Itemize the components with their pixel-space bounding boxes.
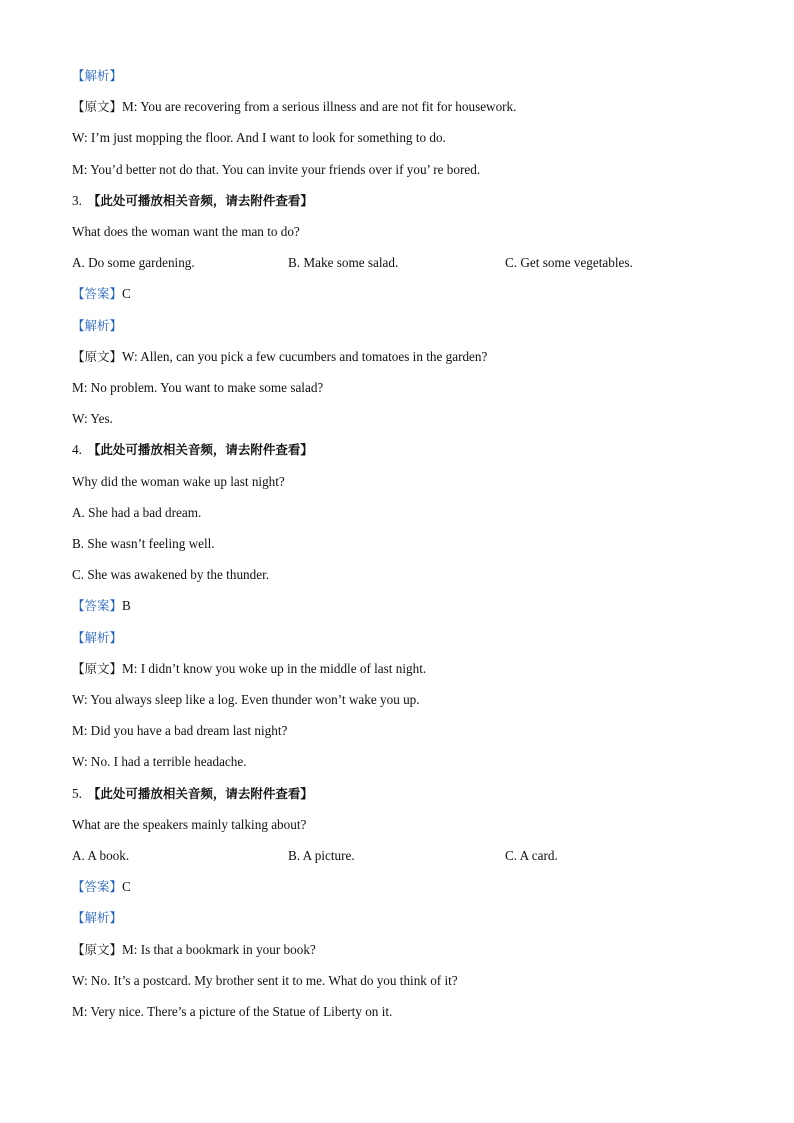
transcript-text: M: Is that a bookmark in your book? (122, 942, 316, 957)
answer-value: C (122, 286, 131, 301)
text-line (72, 411, 113, 427)
text-line: W: No. I had a terrible headache. (72, 754, 247, 769)
audio-note: 【此处可播放相关音频，请去附件查看】 (87, 193, 313, 208)
text-line: Why did the woman wake up last night? (72, 474, 285, 489)
answer-value: C (122, 879, 131, 894)
answer-label: 【答案】 (72, 598, 123, 613)
text-line (72, 723, 287, 739)
text-line (72, 692, 420, 708)
transcript-label: 【原文】 (72, 942, 123, 957)
analysis-label: 【解析】 (72, 318, 123, 333)
jiexi-line (72, 910, 122, 926)
audio-note: 【此处可播放相关音频，请去附件查看】 (87, 786, 313, 801)
answer-line (72, 879, 131, 895)
option-a: A. Do some gardening. (72, 255, 195, 270)
text-line (72, 162, 480, 178)
analysis-label: 【解析】 (72, 910, 123, 925)
question-number: 4. (72, 442, 82, 457)
text-line: What are the speakers mainly talking about? (72, 817, 307, 832)
text-line: W: I’m just mopping the floor. And I want to look for something to do. (72, 130, 446, 145)
analysis-label: 【解析】 (72, 68, 123, 83)
text-line (72, 224, 300, 240)
option-c: C. A card. (505, 848, 558, 863)
text-line (72, 130, 446, 146)
answer-label: 【答案】 (72, 879, 123, 894)
answer-value: B (122, 598, 131, 613)
yuanwen-line (72, 349, 487, 365)
question-number: 3. (72, 193, 82, 208)
text-line: W: You always sleep like a log. Even thunder won’t wake you up. (72, 692, 420, 707)
text-line: W: No. It’s a postcard. My brother sent it to me. What do you think of it? (72, 973, 458, 988)
option-b: B. A picture. (288, 848, 355, 863)
question-number: 5. (72, 786, 82, 801)
answer-line (72, 286, 131, 302)
text-line (72, 380, 323, 396)
transcript-label: 【原文】 (72, 99, 123, 114)
jiexi-line (72, 630, 122, 646)
transcript-label: 【原文】 (72, 661, 123, 676)
text-line: What does the woman want the man to do? (72, 224, 300, 239)
audio-line (72, 442, 313, 458)
text-line: C. She was awakened by the thunder. (72, 567, 270, 582)
analysis-label: 【解析】 (72, 630, 123, 645)
jiexi-line (72, 318, 122, 334)
transcript-text: M: You are recovering from a serious illness and are not fit for housework. (122, 99, 517, 114)
text-line: B. She wasn’t feeling well. (72, 536, 215, 551)
option-b: B. Make some salad. (288, 255, 399, 270)
transcript-text: W: Allen, can you pick a few cucumbers and tomatoes in the garden? (122, 349, 488, 364)
text-line (72, 1004, 392, 1020)
yuanwen-line (72, 942, 316, 958)
text-line: A. She had a bad dream. (72, 505, 202, 520)
jiexi-line (72, 68, 122, 84)
text-line: W: Yes. (72, 411, 113, 426)
option-c: C. Get some vegetables. (505, 255, 633, 270)
audio-note: 【此处可播放相关音频，请去附件查看】 (87, 442, 313, 457)
yuanwen-line (72, 99, 516, 115)
transcript-label: 【原文】 (72, 349, 123, 364)
answer-line (72, 598, 131, 614)
option-a: A. A book. (72, 848, 130, 863)
text-line (72, 817, 306, 833)
text-line (72, 567, 269, 583)
text-line (72, 505, 201, 521)
text-line (72, 536, 215, 552)
text-line (72, 754, 247, 770)
audio-line (72, 193, 313, 209)
text-line: M: Did you have a bad dream last night? (72, 723, 288, 738)
text-line: M: You’d better not do that. You can invite your friends over if you’ re bored. (72, 162, 481, 177)
yuanwen-line (72, 661, 426, 677)
text-line (72, 474, 285, 490)
text-line: M: No problem. You want to make some salad? (72, 380, 324, 395)
text-line: M: Very nice. There’s a picture of the Statue of Liberty on it. (72, 1004, 393, 1019)
answer-label: 【答案】 (72, 286, 123, 301)
transcript-text: M: I didn’t know you woke up in the middle of last night. (122, 661, 427, 676)
audio-line (72, 786, 313, 802)
text-line (72, 973, 458, 989)
